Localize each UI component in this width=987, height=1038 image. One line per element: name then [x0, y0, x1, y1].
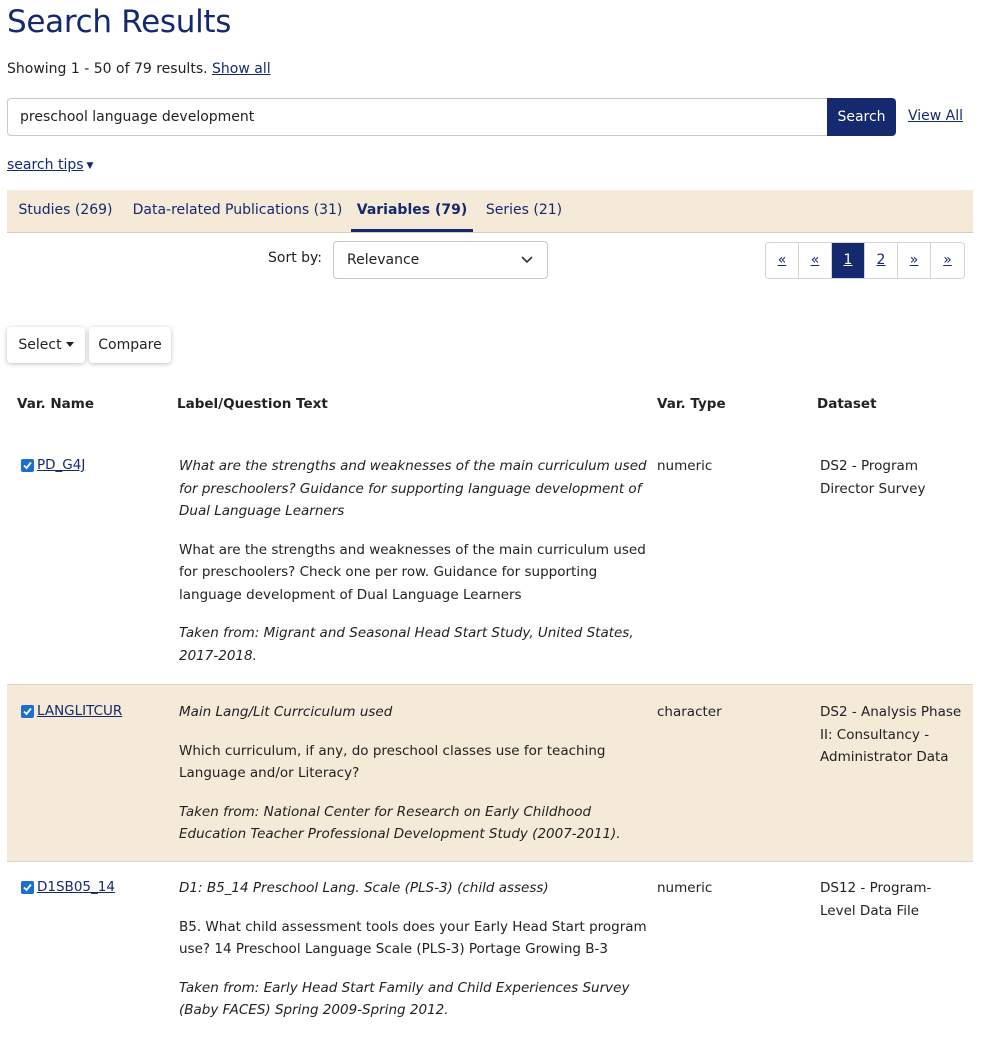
- search-tips-toggle[interactable]: [7, 154, 93, 173]
- tab-studies[interactable]: Studies (269): [18, 202, 113, 218]
- sort-select[interactable]: [333, 241, 548, 279]
- results-count: [7, 61, 271, 77]
- result-type-tabs: [7, 190, 973, 233]
- table-row: [7, 684, 973, 862]
- select-dropdown-button[interactable]: [7, 327, 85, 363]
- variable-type: numeric: [657, 880, 713, 896]
- header-var-type[interactable]: Var. Type: [657, 396, 726, 412]
- table-row: [7, 440, 973, 684]
- variable-label: D1: B5_14 Preschool Lang. Scale (PLS-3) (child assess): [179, 880, 549, 896]
- variable-name-link[interactable]: LANGLITCUR: [37, 703, 123, 719]
- view-all-link[interactable]: View All: [908, 108, 964, 124]
- header-dataset[interactable]: Dataset: [817, 396, 877, 412]
- taken-from-text: Taken from: National Center for Research on Early Childhood Education Teacher Professional Development Study (2007-2011).: [179, 803, 621, 842]
- tab-publications[interactable]: Data-related Publications (31): [132, 202, 343, 218]
- check-icon: [22, 882, 33, 893]
- variable-label: Main Lang/Lit Currciculum used: [179, 704, 393, 720]
- table-row: [7, 862, 973, 1030]
- dataset-name: DS12 - Program-Level Data File: [820, 880, 932, 919]
- variable-label: What are the strengths and weaknesses of the main curriculum used for preschoolers? Guidance for supporting language development of Dual Language Learners: [179, 458, 647, 519]
- question-text: B5. What child assessment tools does your Early Head Start program use? 14 Preschool Language Scale (PLS-3) Portage Growing B-3: [179, 918, 647, 957]
- dataset-name: DS2 - Program Director Survey: [820, 458, 926, 497]
- variable-name-link[interactable]: PD_G4J: [37, 457, 86, 473]
- caret-down-icon: ▼: [86, 161, 94, 171]
- label-question-text: [179, 455, 649, 683]
- header-var-name[interactable]: Var. Name: [17, 396, 95, 412]
- row-checkbox[interactable]: [21, 459, 34, 472]
- taken-from-text: Taken from: Migrant and Seasonal Head Start Study, United States, 2017-2018.: [179, 625, 634, 664]
- sort-selected-value: Relevance: [347, 252, 420, 268]
- page-next[interactable]: »: [898, 243, 931, 278]
- show-all-link[interactable]: Show all: [212, 61, 271, 77]
- caret-down-icon: [66, 342, 74, 347]
- variable-type: character: [657, 704, 722, 720]
- taken-from-text: Taken from: Early Head Start Family and Child Experiences Survey (Baby FACES) Spring 2009-Spring 2012.: [179, 979, 630, 1018]
- page-prev[interactable]: «: [799, 243, 832, 278]
- check-icon: [22, 460, 33, 471]
- label-question-text: [179, 701, 649, 862]
- compare-button[interactable]: Compare: [89, 327, 171, 363]
- results-count-text: Showing 1 - 50 of 79 results.: [7, 61, 208, 77]
- page-1[interactable]: 1: [832, 243, 865, 278]
- variable-name-link[interactable]: D1SB05_14: [37, 879, 115, 895]
- dataset-name: DS2 - Analysis Phase II: Consultancy - Administrator Data: [820, 704, 962, 765]
- search-input[interactable]: [7, 98, 827, 136]
- sort-label: Sort by:: [268, 250, 323, 266]
- header-label[interactable]: Label/Question Text: [177, 396, 328, 412]
- question-text: What are the strengths and weaknesses of the main curriculum used for preschoolers? Check one per row. Guidance for supporting language development of Dual Language Learners: [179, 541, 646, 603]
- select-label: Select: [18, 337, 62, 353]
- row-checkbox[interactable]: [21, 705, 34, 718]
- page-last[interactable]: »: [943, 252, 952, 268]
- pagination: [765, 242, 965, 279]
- chevron-down-icon: [521, 256, 533, 264]
- tab-variables[interactable]: Variables (79): [351, 190, 473, 232]
- tab-series[interactable]: Series (21): [485, 202, 563, 218]
- check-icon: [22, 706, 33, 717]
- page-title: Search Results: [7, 4, 232, 40]
- row-checkbox[interactable]: [21, 881, 34, 894]
- variable-type: numeric: [657, 458, 713, 474]
- page-2[interactable]: 2: [865, 243, 898, 278]
- search-tips-link[interactable]: search tips: [7, 157, 84, 173]
- question-text: Which curriculum, if any, do preschool classes use for teaching Language and/or Literacy?: [179, 742, 606, 781]
- search-button[interactable]: Search: [827, 98, 896, 136]
- label-question-text: [179, 877, 649, 1038]
- page-first[interactable]: «: [766, 243, 799, 278]
